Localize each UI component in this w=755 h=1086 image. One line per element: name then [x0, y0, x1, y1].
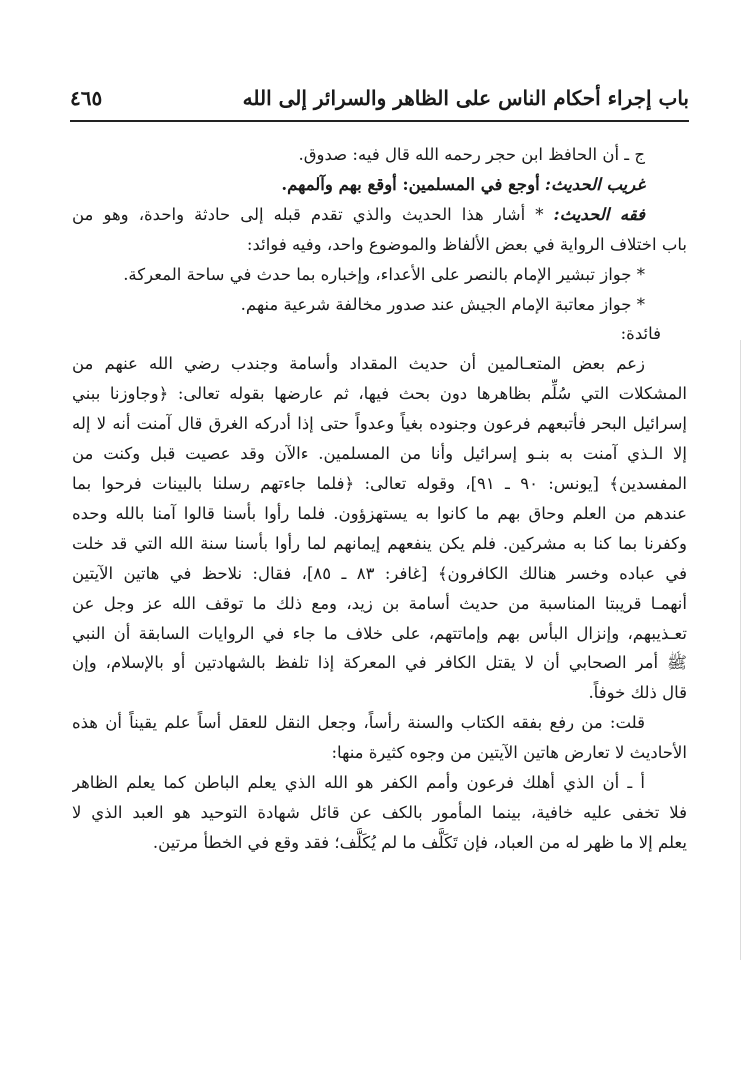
page-header — [70, 78, 689, 120]
faida-line-10: تعـذيبهم، وإنزال البأس بهم وإماتتهم، على خلاف ما جاء في الروايات السابقة أن النبي — [72, 623, 687, 643]
benefit-bullet-2: * جواز معاتبة الإمام الجيش عند صدور مخالفة شرعية منهم. — [240, 294, 645, 314]
faida-line-8: في عباده وخسر هنالك الكافرون﴾ [غافر: ٨٣ ـ ٨٥]، فقال: نلاحظ في هاتين الآيتين — [72, 563, 687, 583]
faida-line-1: زعم بعض المتعـالمين أن حديث المقداد وأسامة وجندب رضي الله عنهم من — [72, 354, 645, 374]
response-line-2: الأحاديث لا تعارض هاتين الآيتين من وجوه كثيرة منها: — [331, 743, 687, 763]
point-a-line-1: أ ـ أن الذي أهلك فرعون وأمم الكفر هو الله الذي يعلم الباطن كما يعلم الظاهر — [72, 773, 645, 793]
faida-line-7: وكفرنا بما كنا به مشركين. فلم يكن ينفعهم إيمانهم لما رأوا بأسنا سنة الله التي قد خلت — [72, 533, 687, 553]
header-divider — [70, 120, 689, 122]
faida-line-6: عندهم من العلم وحاق بهم ما كانوا به يستهزؤون. فلما رأوا بأسنا قالوا آمنا بالله وحده — [72, 503, 687, 523]
faida-line-2: المشكلات التي سُلِّم بظاهرها دون بحث فيها، ثم عارضها بقوله تعالى: ﴿وجاوزنا ببني — [72, 384, 687, 404]
page-body — [72, 140, 687, 858]
faida-line-9: أنهمـا قريبتا المناسبة من حديث أسامة بن زيد، ومع ذلك ما توقف الله عز وجل عن — [72, 593, 687, 613]
gharib-text: أوجع في المسلمين: أوقع بهم وآلمهم. — [281, 174, 540, 194]
faida-heading: فائدة: — [620, 324, 661, 344]
fiqh-section-line-2: باب اختلاف الرواية في بعض الألفاظ والموضوع واحد، وفيه فوائد: — [246, 234, 687, 254]
fiqh-text-1: * أشار هذا الحديث والذي تقدم قبله إلى حادثة واحدة، وهو من — [72, 204, 544, 224]
fiqh-label: فقه الحديث: — [553, 204, 645, 224]
point-a-line-3: يعلم إلا ما ظهر له من العباد، فإن تَكَلَّف ما لم يُكَلَّف؛ فقد وقع في الخطأ مرتين. — [152, 832, 687, 852]
reliability-note — [72, 140, 687, 170]
benefit-bullet-1: * جواز تبشير الإمام بالنصر على الأعداء، وإخباره بما حدث في ساحة المعركة. — [123, 264, 645, 284]
gharib-section — [72, 170, 687, 200]
point-a-line-2: فلا تخفى عليه خافية، بينما المأمور بالكف عن قائل شهادة التوحيد هو العبد الذي لا — [72, 802, 687, 822]
faida-line-5: المفسدين﴾ [يونس: ٩٠ ـ ٩١]، وقوله تعالى: ﴿فلما جاءتهم رسلنا بالبينات فرحوا بما — [72, 473, 687, 493]
scan-edge-line — [740, 340, 741, 960]
faida-line-12: قال ذلك خوفاً. — [588, 683, 687, 703]
faida-line-11: ﷺ أمر الصحابي أن لا يقتل الكافر في المعركة إذا تلفظ بالشهادتين أو بالإسلام، وإن — [72, 653, 687, 673]
gharib-label: غريب الحديث: — [544, 174, 645, 194]
page-number: ٤٦٥ — [70, 86, 103, 110]
reliability-note-text: ج ـ أن الحافظ ابن حجر رحمه الله قال فيه: صدوق. — [298, 145, 645, 164]
fiqh-section-line-1 — [72, 200, 687, 230]
response-line-1: قلت: من رفع بفقه الكتاب والسنة رأساً، وجعل النقل للعقل أساً علم يقيناً أن هذه — [72, 713, 645, 733]
faida-line-4: إلا الـذي آمنت به بنـو إسرائيل وأنا من المسلمين. ءالآن وقد عصيت قبل وكنت من — [72, 444, 687, 464]
chapter-title: باب إجراء أحكام الناس على الظاهر والسرائر إلى الله — [242, 86, 689, 110]
faida-line-3: إسرائيل البحر فأتبعهم فرعون وجنوده بغياً وعدواً حتى إذا أدركه الغرق قال آمنت أنه لا إله — [72, 414, 687, 434]
